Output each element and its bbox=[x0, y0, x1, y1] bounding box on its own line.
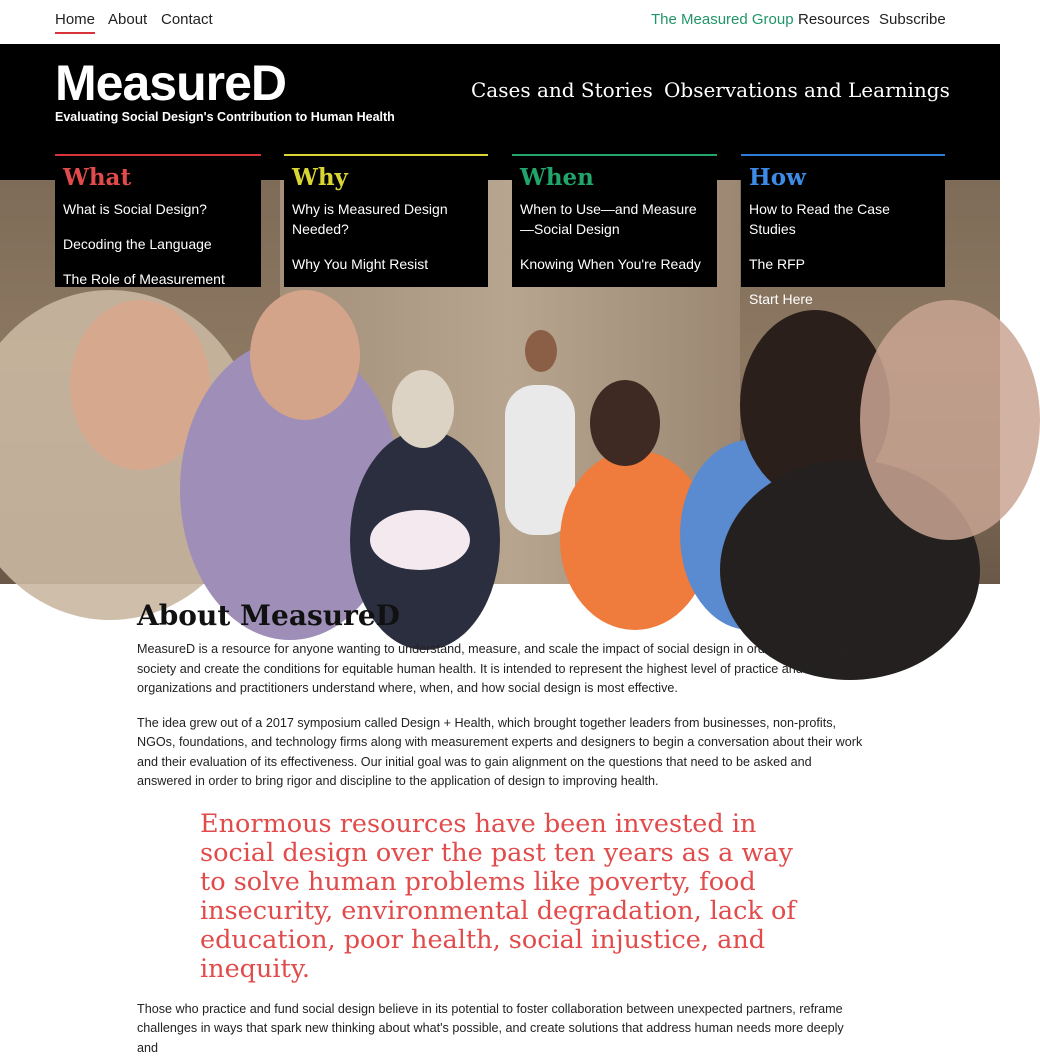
nav-subscribe-link[interactable]: Subscribe bbox=[879, 11, 946, 29]
hero-photo-figure bbox=[392, 370, 454, 448]
hero-photo-figure bbox=[250, 290, 360, 420]
nav-about-link[interactable]: About bbox=[108, 11, 147, 29]
card-how bbox=[741, 154, 945, 287]
site-tagline: Evaluating Social Design's Contribution to Human Health bbox=[55, 110, 395, 124]
card-what-item[interactable]: The Role of Measurement bbox=[63, 270, 253, 290]
nav-cases-link[interactable]: Cases and Stories bbox=[471, 78, 653, 102]
card-when-item[interactable]: Knowing When You're Ready bbox=[520, 255, 709, 275]
nav-resources-link[interactable]: Resources bbox=[798, 11, 870, 29]
article-paragraph: Those who practice and fund social design believe in its potential to foster collaboration between unexpected partners, reframe challenges in ways that spark new thinking about what's possible, and create solutions that address human needs more deeply and bbox=[137, 1000, 867, 1058]
nav-home-link[interactable]: Home bbox=[55, 11, 95, 34]
site-logo[interactable]: MeasureD bbox=[55, 54, 286, 112]
hero-photo-figure bbox=[525, 330, 557, 372]
card-why-title[interactable]: Why bbox=[292, 164, 348, 192]
card-what-item[interactable]: What is Social Design? bbox=[63, 200, 253, 220]
about-article bbox=[137, 598, 867, 1058]
hero-photo-figure bbox=[590, 380, 660, 466]
card-what-item[interactable]: Decoding the Language bbox=[63, 235, 253, 255]
card-how-title[interactable]: How bbox=[749, 164, 806, 192]
card-what-title[interactable]: What bbox=[63, 164, 131, 192]
card-when-list bbox=[520, 200, 709, 290]
card-why-item[interactable]: Why You Might Resist bbox=[292, 255, 480, 275]
nav-contact-link[interactable]: Contact bbox=[161, 11, 213, 29]
card-how-item[interactable]: How to Read the Case Studies bbox=[749, 200, 937, 239]
card-when bbox=[512, 154, 717, 287]
hero-photo-figure bbox=[860, 300, 1040, 540]
card-how-item[interactable]: Start Here bbox=[749, 290, 937, 310]
card-when-item[interactable]: When to Use—and Measure—Social Design bbox=[520, 200, 709, 239]
card-how-item[interactable]: The RFP bbox=[749, 255, 937, 275]
card-how-list bbox=[749, 200, 937, 325]
card-what bbox=[55, 154, 261, 287]
page-title: About MeasureD bbox=[137, 598, 867, 634]
card-what-list bbox=[63, 200, 253, 305]
card-when-title[interactable]: When bbox=[520, 164, 594, 192]
nav-observations-link[interactable]: Observations and Learnings bbox=[664, 78, 950, 102]
utility-nav bbox=[0, 0, 1000, 44]
pull-quote: Enormous resources have been invested in social design over the past ten years as a way to solve human problems like poverty, food insecurity, environmental degradation, lack of education, poor health, social injustice, and inequity. bbox=[200, 810, 810, 984]
article-paragraph: The idea grew out of a 2017 symposium called Design + Health, which brought together leaders from businesses, non-profits, NGOs, foundations, and technology firms along with measurement experts and designers to begin a conversation about their work and their evaluation of its effectiveness. Our initial goal was to gain alignment on the questions that need to be asked and answered in order to bring rigor and discipline to the application of design to improving health. bbox=[137, 714, 867, 792]
card-why bbox=[284, 154, 488, 287]
article-paragraph: MeasureD is a resource for anyone wanting to understand, measure, and scale the impact of social design in order to strengthen society and create the conditions for equitable human health. It is intended to represent the highest level of practice and help organizations and practitioners understand where, when, and how social design is most effective. bbox=[137, 640, 867, 699]
card-why-item[interactable]: Why is Measured Design Needed? bbox=[292, 200, 480, 239]
card-why-list bbox=[292, 200, 480, 290]
nav-measured-group-link[interactable]: The Measured Group bbox=[651, 11, 794, 29]
hero-photo-figure bbox=[370, 510, 470, 570]
